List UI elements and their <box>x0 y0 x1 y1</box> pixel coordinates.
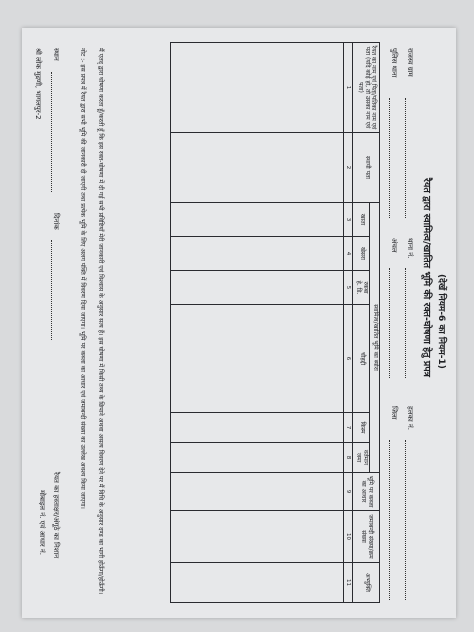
thana-number-line <box>405 268 406 378</box>
circle-line <box>389 268 390 378</box>
declaration-note: नोट :- इस प्रपत्र में रैयत द्वारा सभी भूमि की जानकारी दी जाएगी तथा प्रत्येक भूमि के लिए अलग पंक्ति में विवरण दिया जाएगा। भूमि पर कब्जा का आधार एवं जमाबन्दी संख्या का उल्लेख अवश्य किया जाएगा। <box>79 48 86 509</box>
table-cell <box>171 203 344 237</box>
col-header-jamabandi-number: जमाबन्दी संख्या/क्रम संख्या <box>353 511 380 563</box>
col-number: 2 <box>344 133 353 203</box>
form-title: रैयत द्वारा स्वामित्व/खातित भूमि की रक्त-घोषणा हेतु प्रपत्र <box>421 178 432 377</box>
col-header-khata: खाता <box>353 203 370 237</box>
date-line <box>51 240 52 340</box>
halka-number-label: हलका नं. <box>406 406 414 430</box>
date-label: दिनांक <box>52 213 60 230</box>
land-declaration-table <box>170 42 380 603</box>
circle-label: अंचल <box>390 238 398 253</box>
printer-name: श्री लोक मुद्रणी, भागलपुर-2 <box>34 48 42 120</box>
thana-number-label: थाना नं. <box>406 238 414 259</box>
rotated-form-content <box>22 28 456 618</box>
col-group-land-details: स्वामित्व/खातित भूमि का ब्योरा <box>370 203 380 473</box>
table-cell <box>171 271 344 305</box>
scanned-form-page <box>22 28 456 618</box>
col-header-raiyat-name: रैयत का नाम एवं पिता/पतिका नाम एवं पता (यदि कोई हो, तो उसका नाम एवं पता) <box>353 43 380 133</box>
place-line <box>51 72 52 192</box>
table-body-row <box>171 43 344 603</box>
col-number: 8 <box>344 443 353 473</box>
table-cell <box>171 43 344 133</box>
table-cell <box>171 443 344 473</box>
table-cell <box>171 305 344 413</box>
revenue-village-label: राजस्व ग्राम <box>406 48 414 77</box>
col-number: 1 <box>344 43 353 133</box>
col-header-chauhaddi: चौहद्दी <box>353 305 370 413</box>
police-station-label: पुलिस थाना <box>390 48 398 78</box>
table-cell <box>171 473 344 511</box>
col-number: 3 <box>344 203 353 237</box>
col-header-permanent-address: स्थायी पता <box>353 133 380 203</box>
table-cell <box>171 511 344 563</box>
col-header-kism: किस्म <box>353 413 370 443</box>
col-number: 5 <box>344 271 353 305</box>
col-header-khesra: खेसरा <box>353 237 370 271</box>
col-number: 7 <box>344 413 353 443</box>
table-group-header-row <box>370 43 380 603</box>
table-cell <box>171 563 344 603</box>
col-number: 10 <box>344 511 353 563</box>
district-label: जिला <box>390 406 398 420</box>
district-line <box>389 440 390 600</box>
revenue-village-line <box>405 98 406 218</box>
col-number: 4 <box>344 237 353 271</box>
column-number-row <box>344 43 353 603</box>
declaration-text: मैं एतद् द्वारा घोषणा करता हूँ/करती हूँ कि इस रक्त-घोषणा में दी गई सभी प्रविष्टियाँ मेरी जानकारी एवं विश्वास के अनुसार सत्य हैं। इस घोषणा में किसी तथ्य के छिपाने अथवा असत्य विवरण देने पर मैं विधि के अनुसार दण्ड का भागी होऊँगा/होऊँगी। <box>97 48 104 595</box>
table-cell <box>171 133 344 203</box>
mobile-aadhaar-label: मोबाइल नं. एवं आधार नं. <box>38 490 46 556</box>
place-label: स्थान <box>52 48 60 61</box>
rakba-unit: हे. डि. <box>355 280 363 295</box>
col-number: 9 <box>344 473 353 511</box>
col-header-possession-basis: भूमि पर कब्जा का आधार <box>353 473 380 511</box>
halka-number-line <box>405 440 406 600</box>
col-number: 6 <box>344 305 353 413</box>
form-rule-reference: (देखें नियम-6 का नियम-1) <box>436 274 446 369</box>
col-header-remarks: अभ्युक्ति <box>353 563 380 603</box>
table-cell <box>171 413 344 443</box>
police-station-line <box>389 98 390 218</box>
signature-label: रैयत का हस्ताक्षर/अंगूठे का निशान <box>52 472 60 559</box>
table-cell <box>171 237 344 271</box>
rakba-label: रकबा <box>362 281 370 294</box>
col-number: 11 <box>344 563 353 603</box>
col-header-rakba <box>353 271 370 305</box>
col-header-current-jama: वर्तमान जमा <box>353 443 370 473</box>
